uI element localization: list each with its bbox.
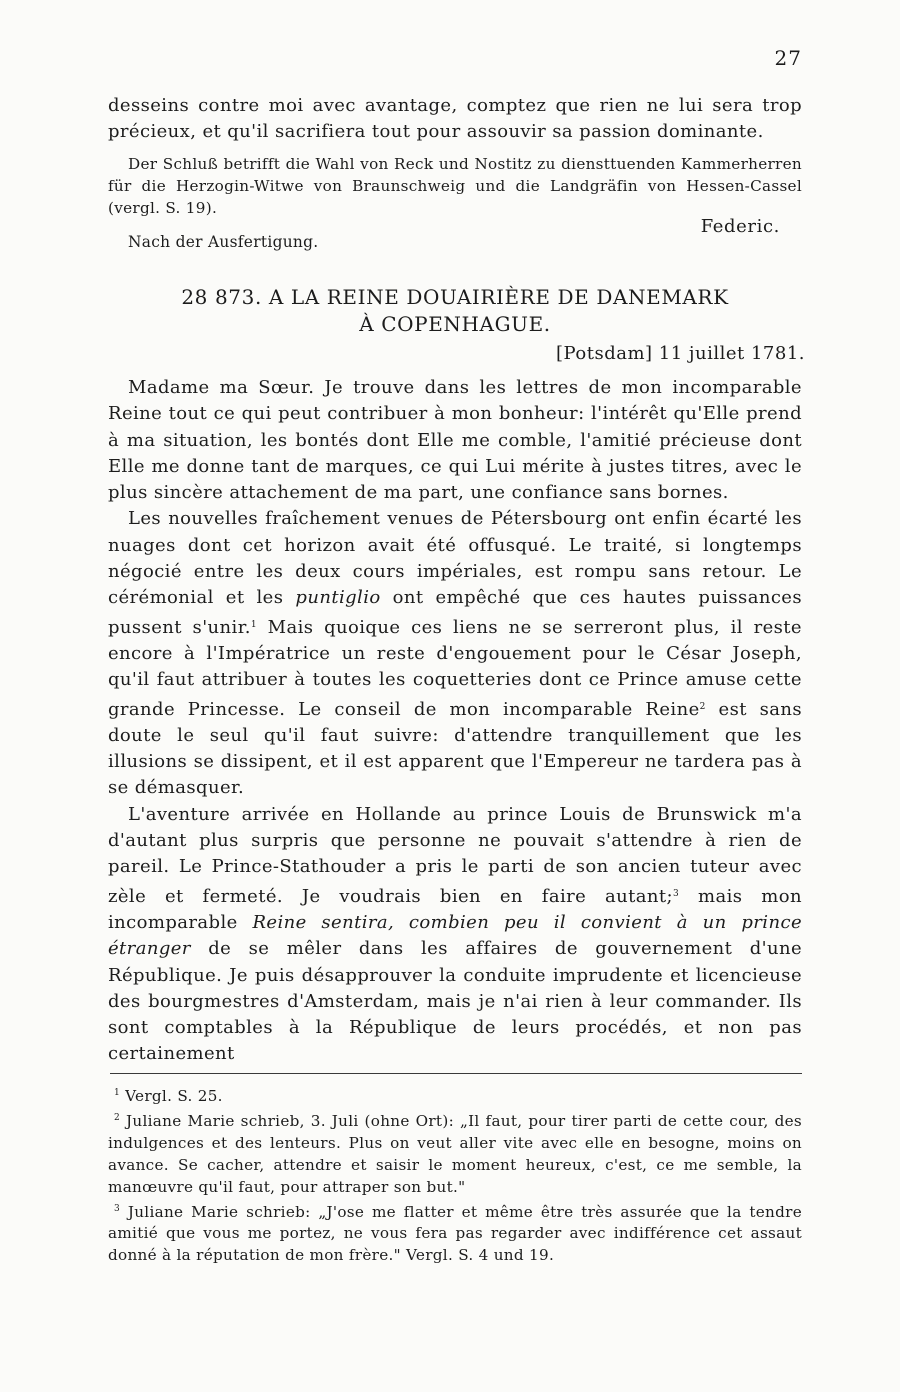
editorial-note-block bbox=[108, 153, 802, 219]
source-note: Nach der Ausfertigung. bbox=[128, 233, 319, 251]
letter-body bbox=[108, 375, 802, 1068]
letter-dateline: [Potsdam] 11 juillet 1781. bbox=[556, 343, 805, 364]
footnote-3-mark: 3 bbox=[114, 1203, 121, 1214]
paragraph-2-text-d: est sans doute le seul qu'il faut suivre: d'attendre tranquillement que les illusions se dissipent, et il est apparent que l'Empereur ne tardera pas à se démasquer. bbox=[108, 698, 802, 799]
footnote-ref-1: 1 bbox=[250, 619, 257, 630]
letter-heading bbox=[108, 284, 802, 338]
paragraph-2-italic: puntiglio bbox=[295, 587, 381, 609]
letter-heading-line1: 28 873. A LA REINE DOUAIRIÈRE DE DANEMARK bbox=[181, 285, 729, 309]
footnote-divider bbox=[110, 1073, 802, 1074]
footnote-2-mark: 2 bbox=[114, 1112, 121, 1123]
paragraph-3-italic: Reine sentira, combien peu il convient à un prince étranger bbox=[108, 911, 802, 960]
paragraph-3-text-c: de se mêler dans les affaires de gouvernement d'une République. Je puis désapprouver la conduite imprudente et licencieuse des bourgmestres d'Amsterdam, mais je n'ai rien à leur commander. Ils sont comptables à la République de leurs procédés, et non pas certainement bbox=[108, 938, 802, 1065]
letter-heading-line2: À COPENHAGUE. bbox=[359, 312, 551, 336]
footnote-3 bbox=[108, 1199, 802, 1268]
paragraph-2 bbox=[108, 506, 802, 801]
footnote-3-text: Juliane Marie schrieb: „J'ose me flatter et même être très assurée que la tendre amitié que vous me portez, ne vous fera pas regarder avec indifférence cet assaut donné à la réputation de mon frère." Vergl. S. 4 und 19. bbox=[108, 1202, 802, 1265]
footnote-ref-3: 3 bbox=[673, 888, 680, 899]
signature: Federic. bbox=[700, 216, 780, 237]
footnote-2-text: Juliane Marie schrieb, 3. Juli (ohne Ort): „Il faut, pour tirer parti de cette cour, des indulgences et des lenteurs. Plus on veut aller vite avec elle en besogne, moins on avance. Se cacher, attendre et saisir le moment heureux, c'est, ce me semble, la manœuvre qu'il faut, pour attraper son but." bbox=[108, 1111, 802, 1196]
paragraph-2-text-c: Mais quoique ces liens ne se serreront plus, il reste encore à l'Impératrice un reste d'engouement pour le César Joseph, qu'il faut attribuer à toutes les coquetteries dont ce Prince amuse cette grande Princesse. Le conseil de mon incomparable Reine bbox=[108, 616, 802, 720]
paragraph-3-text-a: L'aventure arrivée en Hollande au prince Louis de Brunswick m'a d'autant plus surpris que personne ne pouvait s'attendre à rien de pareil. Le Prince-Stathouder a pris le parti de son ancien tuteur avec zèle et fermeté. Je voudrais bien en faire autant; bbox=[108, 803, 802, 907]
paragraph-2-text-b: ont empêché que ces hautes puissances pussent s'unir. bbox=[108, 587, 802, 638]
editorial-note: Der Schluß betrifft die Wahl von Reck und Nostitz zu diensttuenden Kammerherren für die Herzogin-Witwe von Braunschweig und die Landgräfin von Hessen-Cassel (vergl. S. 19). bbox=[108, 155, 802, 217]
intro-text: desseins contre moi avec avantage, comptez que rien ne lui sera trop précieux, et qu'il sacrifiera tout pour assouvir sa passion dominante. bbox=[108, 95, 802, 143]
paragraph-1: Madame ma Sœur. Je trouve dans les lettres de mon incomparable Reine tout ce qui peut contribuer à mon bonheur: l'intérêt qu'Elle prend à ma situation, les bontés dont Elle me comble, l'amitié précieuse dont Elle me donne tant de marques, ce qui Lui mérite à justes titres, avec le plus sincère attachement de ma part, une confiance sans bornes. bbox=[108, 377, 802, 504]
paragraph-3 bbox=[108, 802, 802, 1068]
paragraph-2-text-a: Les nouvelles fraîchement venues de Pétersbourg ont enfin écarté les nuages dont cet horizon avait été offusqué. Le traité, si longtemps négocié entre les deux cours impériales, est rompu sans retour. Le cérémonial et les bbox=[108, 508, 802, 609]
paragraph-3-text-b: mais mon incomparable bbox=[108, 885, 802, 933]
footnotes bbox=[108, 1083, 802, 1267]
footnote-ref-2: 2 bbox=[699, 701, 706, 712]
page-number: 27 bbox=[774, 46, 802, 70]
footnote-1-mark: 1 bbox=[114, 1088, 121, 1098]
footnote-1-text: Vergl. S. 25. bbox=[125, 1087, 223, 1105]
footnote-1 bbox=[108, 1083, 802, 1108]
footnote-2 bbox=[108, 1108, 802, 1199]
intro-paragraph bbox=[108, 93, 802, 146]
